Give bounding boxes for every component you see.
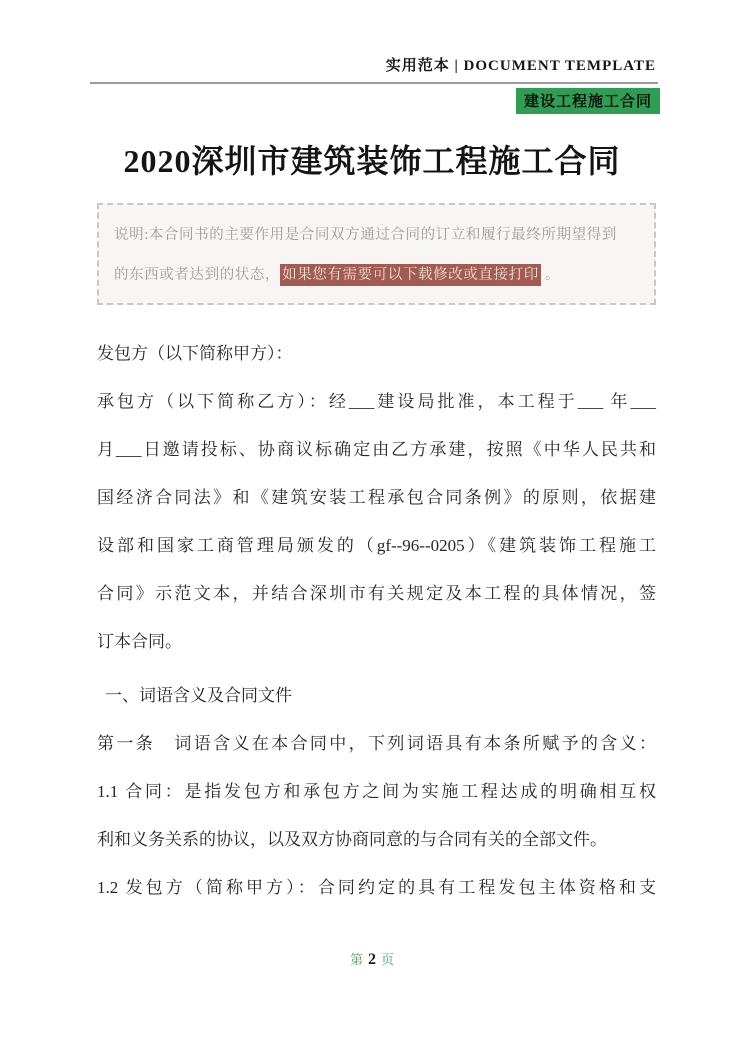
notice-line-2-prefix: 的东西或者达到的状态， (114, 267, 281, 283)
body-line: 1.2 发包方（简称甲方）：合同约定的具有工程发包主体资格和支 (97, 878, 656, 897)
page-footer (0, 949, 744, 969)
body-line: 月___日邀请投标、协商议标确定由乙方承建，按照《中华人民共和 (97, 440, 656, 459)
body-line: 发包方（以下简称甲方）： (97, 344, 293, 363)
section-heading: 一、词语含义及合同文件 (105, 686, 292, 705)
body-line: 国经济合同法》和《建筑安装工程承包合同条例》的原则，依据建 (97, 488, 656, 507)
notice-highlight: 如果您有需要可以下载修改或直接打印 (280, 264, 541, 286)
body-line: 合同》示范文本，并结合深圳市有关规定及本工程的具体情况，签 (97, 584, 656, 603)
body-line: 承包方（以下简称乙方）：经___建设局批准，本工程于___ 年___ (97, 392, 656, 411)
header-divider (90, 82, 658, 84)
notice-line-1: 说明:本合同书的主要作用是合同双方通过合同的订立和履行最终所期望得到 (114, 227, 617, 243)
body-line: 1.1 合同：是指发包方和承包方之间为实施工程达成的明确相互权 (97, 782, 656, 801)
document-title: 2020深圳市建筑装饰工程施工合同 (123, 143, 621, 179)
body-line: 订本合同。 (97, 632, 182, 651)
page-number: 2 (368, 951, 376, 968)
footer-prefix: 第 (349, 952, 363, 967)
body-line: 利和义务关系的协议，以及双方协商同意的与合同有关的全部文件。 (97, 830, 607, 849)
notice-line-2-tail: 。 (540, 267, 561, 283)
body-line: 第一条 词语含义在本合同中，下列词语具有本条所赋予的含义： (97, 734, 656, 753)
footer-suffix: 页 (381, 952, 395, 967)
body-line: 设部和国家工商管理局颁发的（gf--96--0205）《建筑装饰工程施工 (97, 536, 656, 555)
brand-line: 实用范本 | DOCUMENT TEMPLATE (385, 58, 656, 74)
category-tag: 建设工程施工合同 (516, 88, 660, 114)
notice-line-2 (114, 255, 640, 295)
notice-box (97, 203, 656, 305)
contract-body (97, 330, 656, 912)
